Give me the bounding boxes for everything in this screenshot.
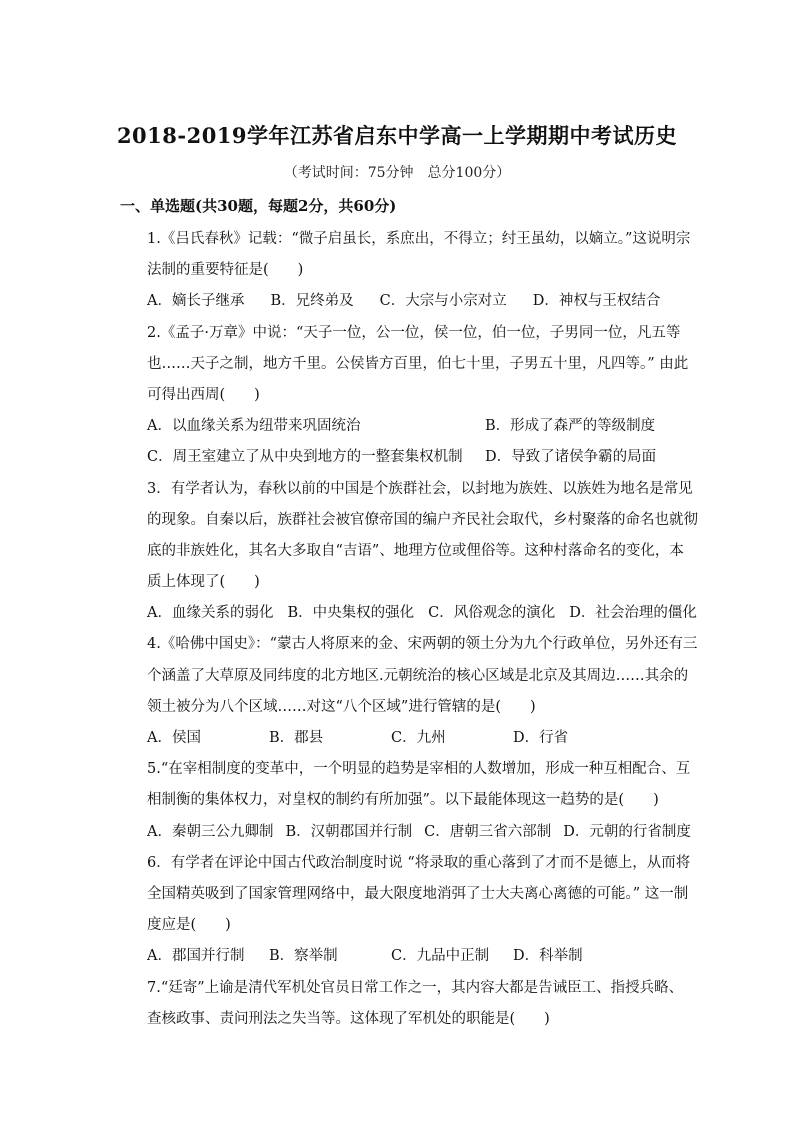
option-c[interactable]: C．风俗观念的演化 <box>428 605 556 622</box>
option-a[interactable]: A．秦朝三公九卿制 <box>147 823 274 840</box>
option-d[interactable]: D．导致了诸侯争霸的局面 <box>485 449 657 466</box>
question-3-line: 的现象。自秦以后，族群社会被官僚帝国的编户齐民社会取代，乡村聚落的命名也就彻 <box>147 511 698 528</box>
question-2-options-row <box>147 442 681 473</box>
option-a[interactable]: A．嫡长子继承 <box>147 293 245 310</box>
question-3-line: 3．有学者认为，春秋以前的中国是个族群社会，以封地为族姓、以族姓为地名是常见 <box>147 480 693 497</box>
question-4-options <box>147 723 681 754</box>
question-6-line: 度应是( ) <box>147 917 231 934</box>
option-b[interactable]: B．汉朝郡国并行制 <box>285 823 413 840</box>
option-a[interactable]: A．血缘关系的弱化 <box>147 605 274 622</box>
question-2-line: 2.《孟子·万章》中说：“天子一位，公一位，侯一位，伯一位，子男同一位，凡五等 <box>147 324 681 341</box>
exam-subtitle: （考试时间：75分钟 总分100分） <box>283 165 511 181</box>
option-c[interactable]: C．九州 <box>391 730 446 746</box>
question-3-options <box>147 598 697 629</box>
question-5-line: 相制衡的集体权力，对皇权的制约有所加强”。以下最能体现这一趋势的是( ) <box>147 792 659 809</box>
question-7-line: 7.“廷寄”上谕是清代军机处官员日常工作之一，其内容大都是告诫臣工、指授兵略、 <box>147 979 684 996</box>
option-b[interactable]: B．形成了森严的等级制度 <box>485 418 656 435</box>
question-list <box>147 224 698 1035</box>
question-4-line: 4.《哈佛中国史》：“蒙古人将原来的金、宋两朝的领土分为九个行政单位，另外还有三 <box>147 636 698 653</box>
question-2-line: 也……天子之制，地方千里。公侯皆方百里，伯七十里，子男五十里，凡四等。” 由此 <box>147 355 689 372</box>
option-b[interactable]: B．兄终弟及 <box>270 293 354 310</box>
question-1-line: 法制的重要特征是( ) <box>147 262 304 279</box>
question-5-options <box>147 817 691 848</box>
option-b[interactable]: B．郡县 <box>269 730 324 746</box>
option-b[interactable]: B．中央集权的强化 <box>287 605 415 622</box>
option-b[interactable]: B．察举制 <box>269 948 338 965</box>
option-c[interactable]: C．周王室建立了从中央到地方的一整套集权机制 <box>147 449 463 466</box>
section-heading: 一、单选题(共30题，每题2分，共60分) <box>120 197 397 215</box>
question-3-line: 底的非族姓化，其名大多取自“吉语”、地理方位或俚俗等。这种村落命名的变化，本 <box>147 542 684 559</box>
option-a[interactable]: A．以血缘关系为纽带来巩固统治 <box>147 418 361 435</box>
option-d[interactable]: D．社会治理的僵化 <box>569 605 697 622</box>
question-6-line: 全国精英吸到了国家管理网络中，最大限度地消弭了士大夫离心离德的可能。” 这一制 <box>147 885 689 902</box>
option-d[interactable]: D．行省 <box>513 730 569 746</box>
exam-title: 2018-2019学年江苏省启东中学高一上学期期中考试历史 <box>116 123 678 148</box>
question-2-line: 可得出西周( ) <box>147 386 260 403</box>
question-4-line: 领土被分为八个区域……对这“八个区域”进行管辖的是( ) <box>147 698 536 715</box>
option-a[interactable]: A．侯国 <box>147 730 201 746</box>
option-a[interactable]: A．郡国并行制 <box>147 948 245 965</box>
option-c[interactable]: C．唐朝三省六部制 <box>424 823 552 840</box>
option-c[interactable]: C．九品中正制 <box>391 948 490 965</box>
question-5-line: 5.“在宰相制度的变革中，一个明显的趋势是宰相的人数增加，形成一种互相配合、互 <box>147 761 691 778</box>
question-1-options <box>147 286 681 317</box>
option-d[interactable]: D．元朝的行省制度 <box>563 823 691 840</box>
question-1-line: 1.《吕氏春秋》记载：“微子启虽长，系庶出，不得立；纣王虽幼，以嫡立。”这说明宗 <box>147 231 691 247</box>
option-d[interactable]: D．神权与王权结合 <box>532 293 661 310</box>
question-6-line: 6．有学者在评论中国古代政治制度时说 “将录取的重心落到了才而不是德上，从而将 <box>147 854 691 871</box>
question-7-line: 查核政事、责问刑法之失当等。这体现了军机处的职能是( ) <box>147 1010 550 1027</box>
question-2-options-row <box>147 411 681 442</box>
question-4-line: 个涵盖了大草原及同纬度的北方地区.元朝统治的核心区域是北京及其周边……其余的 <box>147 667 689 684</box>
question-6-options <box>147 941 681 972</box>
option-c[interactable]: C．大宗与小宗对立 <box>379 293 507 310</box>
question-3-line: 质上体现了( ) <box>147 574 260 591</box>
option-d[interactable]: D．科举制 <box>513 948 583 965</box>
